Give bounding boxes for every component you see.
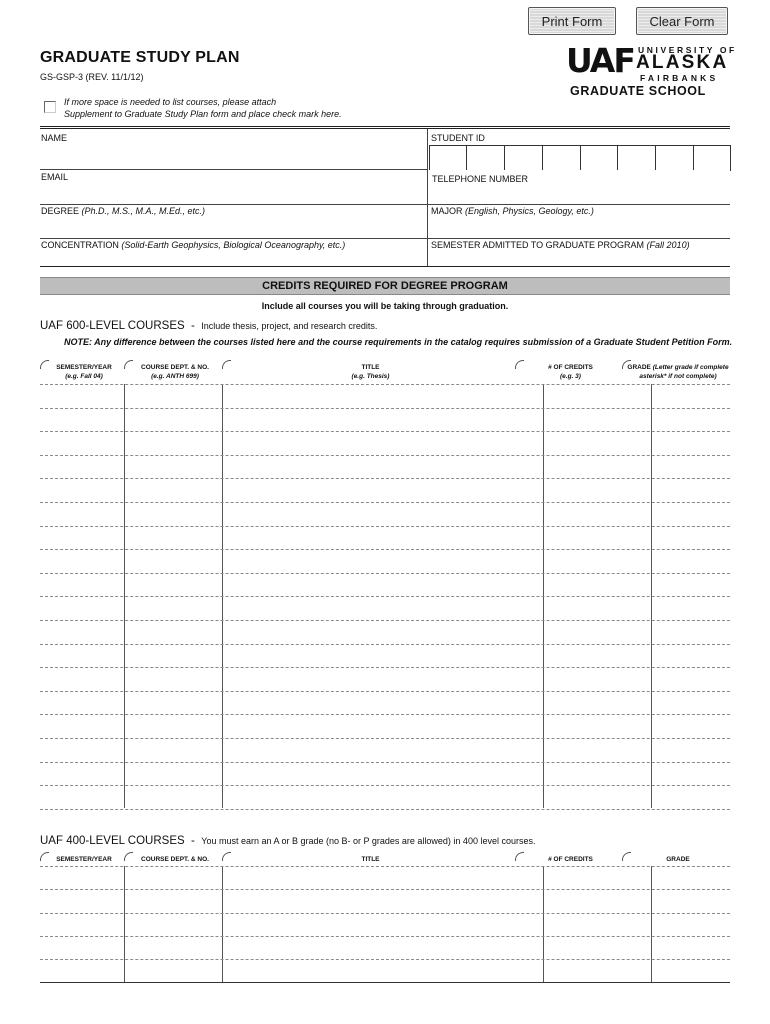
table-row-separator [40,455,730,456]
table-row-separator [40,549,730,550]
uaf-mark: UAF [566,41,634,80]
table-row-separator [40,620,730,621]
table-row-separator [40,959,730,960]
sec600-col-credits-hint: (e.g. 3) [560,373,581,380]
sec600-col-course-label: COURSE DEPT. & NO. [141,364,209,371]
table-row-separator [40,936,730,937]
supplement-note [64,96,342,120]
sec600-note: NOTE: Any difference between the courses listed here and the course requirements in the catalog requires submission of a Graduate Student Petition Form. [64,337,733,347]
table-row-separator [40,667,730,668]
uaf-logo [566,41,737,102]
sec600-col-title [226,363,515,381]
table-row-separator [40,573,730,574]
sec600-col-credits [519,363,622,381]
sec400-col-grade: GRADE [666,856,690,863]
sec600-col-semester-hint: (e.g. Fall 04) [65,373,103,380]
print-form-button[interactable]: Print Form [528,7,616,35]
sec600-col-credits-label: # OF CREDITS [548,364,593,371]
semester-admitted-label-text: SEMESTER ADMITTED TO GRADUATE PROGRAM [431,240,645,250]
semester-admitted-hint: (Fall 2010) [646,240,690,250]
major-label [431,206,594,216]
email-label: EMAIL [41,172,69,182]
telephone-label: TELEPHONE NUMBER [432,174,529,184]
sec600-col-title-hint: (e.g. Thesis) [351,373,390,380]
sec400-title: UAF 400-LEVEL COURSES [40,835,185,847]
table-row-separator [40,866,730,867]
sec600-col-course [128,363,222,381]
student-id-label: STUDENT ID [431,133,485,143]
form-number: GS-GSP-3 (REV. 11/1/12) [40,72,144,82]
sec600-col-course-hint: (e.g. ANTH 699) [151,373,199,380]
credits-subnote: Include all courses you will be taking through graduation. [261,301,509,311]
concentration-label-text: CONCENTRATION [41,240,119,250]
sec600-dash: - [191,320,195,332]
concentration-label [41,240,345,250]
table-row-separator [40,431,730,432]
table-row-separator [40,691,730,692]
table-row-separator [40,596,730,597]
sec400-col-semester: SEMESTER/YEAR [56,856,112,863]
table-row-separator [40,644,730,645]
table-row-separator [40,384,730,385]
supplement-note-line2: Supplement to Graduate Study Plan form and place check mark here. [64,109,342,119]
table-row-separator [40,478,730,479]
degree-label-text: DEGREE [41,206,80,216]
sec600-desc: Include thesis, project, and research credits. [201,321,378,331]
supplement-note-line1: If more space is needed to list courses, please attach [64,97,277,107]
sec600-col-grade-label: GRADE [627,364,651,371]
sec400-col-credits: # OF CREDITS [548,856,593,863]
supplement-checkbox[interactable] [44,101,56,113]
sec400-desc: You must earn an A or B grade (no B- or P grades are allowed) in 400 level courses. [201,836,536,846]
semester-admitted-label [431,240,690,250]
table-row-separator [40,913,730,914]
logo-fairbanks: FAIRBANKS [640,73,719,83]
credits-banner: CREDITS REQUIRED FOR DEGREE PROGRAM [40,277,730,295]
table-row-separator [40,738,730,739]
table-row-separator [40,762,730,763]
major-hint: (English, Physics, Geology, etc.) [465,206,594,216]
sec600-title: UAF 600-LEVEL COURSES [40,320,185,332]
major-label-text: MAJOR [431,206,463,216]
degree-label [41,206,205,216]
sec600-col-semester [44,363,124,381]
table-row-separator [40,889,730,890]
sec600-col-semester-label: SEMESTER/YEAR [56,364,112,371]
sec600-col-grade [624,363,732,381]
table-row-separator [40,502,730,503]
form-title: GRADUATE STUDY PLAN [40,49,240,66]
table-row-separator [40,785,730,786]
sec400-col-course: COURSE DEPT. & NO. [141,856,209,863]
clear-form-button[interactable]: Clear Form [636,7,728,35]
table-row-separator [40,408,730,409]
logo-graduate-school: GRADUATE SCHOOL [570,84,706,98]
logo-alaska: ALASKA [636,52,729,73]
table-row-separator [40,809,730,810]
degree-hint: (Ph.D., M.S., M.A., M.Ed., etc.) [81,206,206,216]
sec600-heading [40,320,377,332]
sec600-col-grade-hint2: asterisk* if not complete) [639,373,717,380]
table-row-separator [40,526,730,527]
concentration-hint: (Solid-Earth Geophysics, Biological Oceanography, etc.) [121,240,346,250]
sec600-col-title-label: TITLE [361,364,380,371]
table-row-separator [40,714,730,715]
name-label: NAME [41,133,68,143]
logo-university-of: UNIVERSITY OF [638,45,737,55]
sec600-col-grade-hint1: (Letter grade if complete [652,364,729,371]
sec400-heading [40,835,535,847]
sec400-dash: - [191,835,195,847]
sec400-col-title: TITLE [361,856,380,863]
